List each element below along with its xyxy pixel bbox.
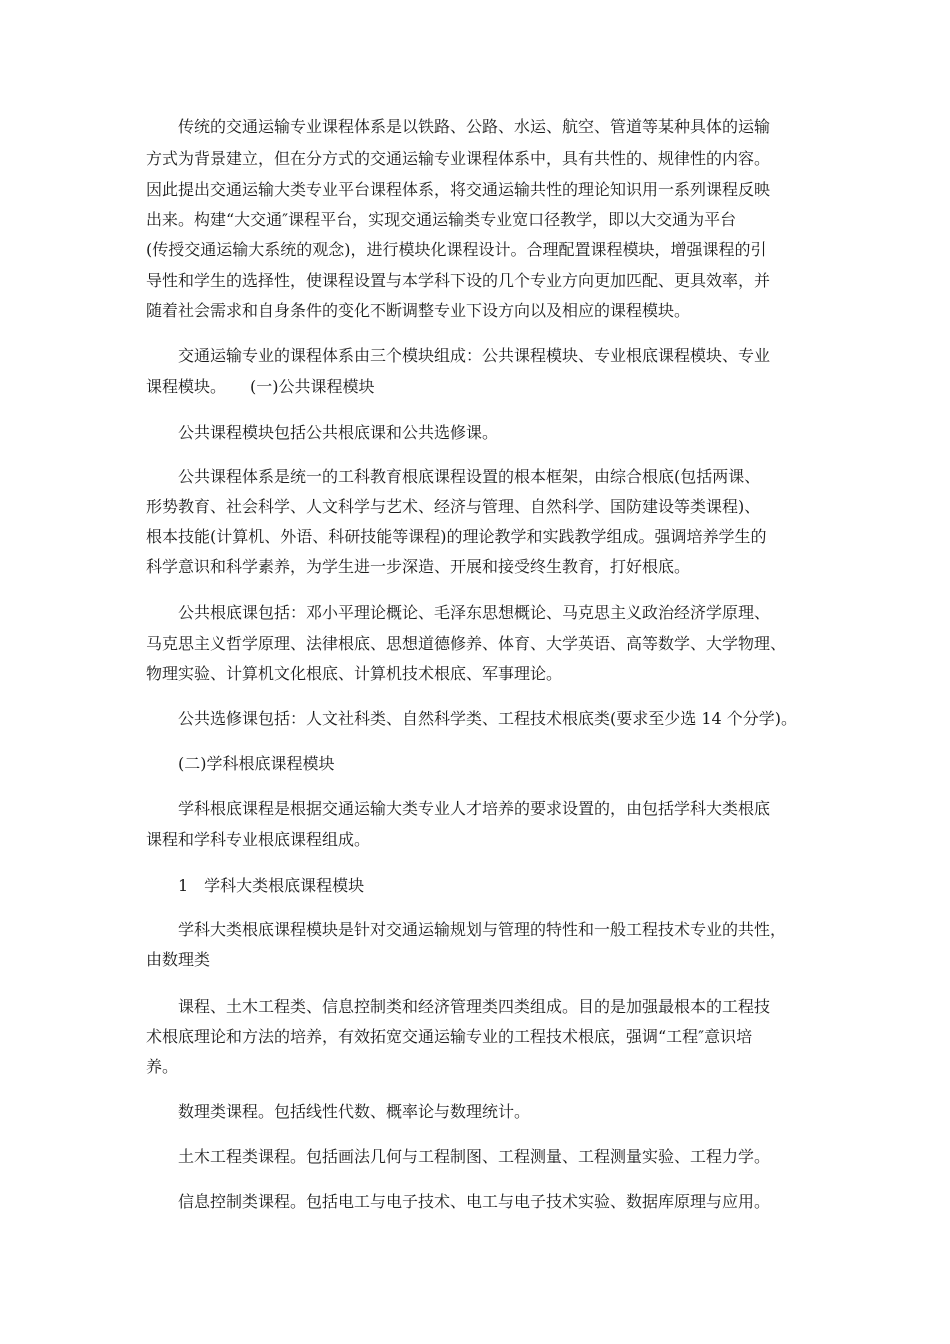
paragraph-5-line-1: 公共根底课包括：邓小平理论概论、毛泽东思想概论、马克思主义政治经济学原理、 xyxy=(178,603,771,622)
paragraph-1-line-7: 随着社会需求和自身条件的变化不断调整专业下设方向以及相应的课程模块。 xyxy=(146,301,691,320)
paragraph-10-line-1: 学科大类根底课程模块是针对交通运输规划与管理的特性和一般工程技术专业的共性， xyxy=(178,920,787,939)
subsection-heading-1: 1 学科大类根底课程模块 xyxy=(178,876,365,895)
paragraph-5-line-2: 马克思主义哲学原理、法律根底、思想道德修养、体育、大学英语、高等数学、大学物理、 xyxy=(146,634,787,653)
paragraph-2-line-1: 交通运输专业的课程体系由三个模块组成：公共课程模块、专业根底课程模块、专业 xyxy=(178,346,771,365)
paragraph-14-line-1: 信息控制类课程。包括电工与电子技术、电工与电子技术实验、数据库原理与应用。 xyxy=(178,1192,771,1211)
paragraph-3-line-1: 公共课程模块包括公共根底课和公共选修课。 xyxy=(178,423,499,442)
paragraph-11-line-2: 术根底理论和方法的培养，有效拓宽交通运输专业的工程技术根底，强调“工程″意识培 xyxy=(146,1027,753,1046)
paragraph-11-line-1: 课程、土木工程类、信息控制类和经济管理类四类组成。目的是加强最根本的工程技 xyxy=(178,997,771,1016)
paragraph-11-line-3: 养。 xyxy=(146,1057,179,1076)
paragraph-10-line-2: 由数理类 xyxy=(146,950,211,969)
paragraph-1-line-2: 方式为背景建立，但在分方式的交通运输专业课程体系中，具有共性的、规律性的内容。 xyxy=(146,149,771,168)
paragraph-1-line-3: 因此提出交通运输大类专业平台课程体系，将交通运输共性的理论知识用一系列课程反映 xyxy=(146,180,771,199)
section-heading-2: (二)学科根底课程模块 xyxy=(178,754,335,773)
paragraph-1-line-1: 传统的交通运输专业课程体系是以铁路、公路、水运、航空、管道等某种具体的运输 xyxy=(178,117,771,136)
paragraph-13-line-1: 土木工程类课程。包括画法几何与工程制图、工程测量、工程测量实验、工程力学。 xyxy=(178,1147,771,1166)
paragraph-5-line-3: 物理实验、计算机文化根底、计算机技术根底、军事理论。 xyxy=(146,664,563,683)
paragraph-4-line-4: 科学意识和科学素养，为学生进一步深造、开展和接受终生教育，打好根底。 xyxy=(146,557,691,576)
paragraph-4-line-3: 根本技能(计算机、外语、科研技能等课程)的理论教学和实践教学组成。强调培养学生的 xyxy=(146,527,767,546)
paragraph-4-line-2: 形势教育、社会科学、人文科学与艺术、经济与管理、自然科学、国防建设等类课程)、 xyxy=(146,497,761,516)
paragraph-1-line-5: (传授交通运输大系统的观念)，进行模块化课程设计。合理配置课程模块，增强课程的引 xyxy=(146,240,767,259)
paragraph-1-line-4: 出来。构建“大交通″课程平台，实现交通运输类专业宽口径教学，即以大交通为平台 xyxy=(146,210,737,229)
paragraph-2-line-2: 课程模块。 (一)公共课程模块 xyxy=(146,377,375,396)
paragraph-1-line-6: 导性和学生的选择性，使课程设置与本学科下设的几个专业方向更加匹配、更具效率，并 xyxy=(146,271,771,290)
paragraph-12-line-1: 数理类课程。包括线性代数、概率论与数理统计。 xyxy=(178,1102,531,1121)
paragraph-6-line-1: 公共选修课包括：人文社科类、自然科学类、工程技术根底类(要求至少选 14 个分学)。 xyxy=(178,709,798,728)
paragraph-4-line-1: 公共课程体系是统一的工科教育根底课程设置的根本框架，由综合根底(包括两课、 xyxy=(178,467,761,486)
paragraph-8-line-2: 课程和学科专业根底课程组成。 xyxy=(146,830,371,849)
paragraph-8-line-1: 学科根底课程是根据交通运输大类专业人才培养的要求设置的，由包括学科大类根底 xyxy=(178,799,771,818)
